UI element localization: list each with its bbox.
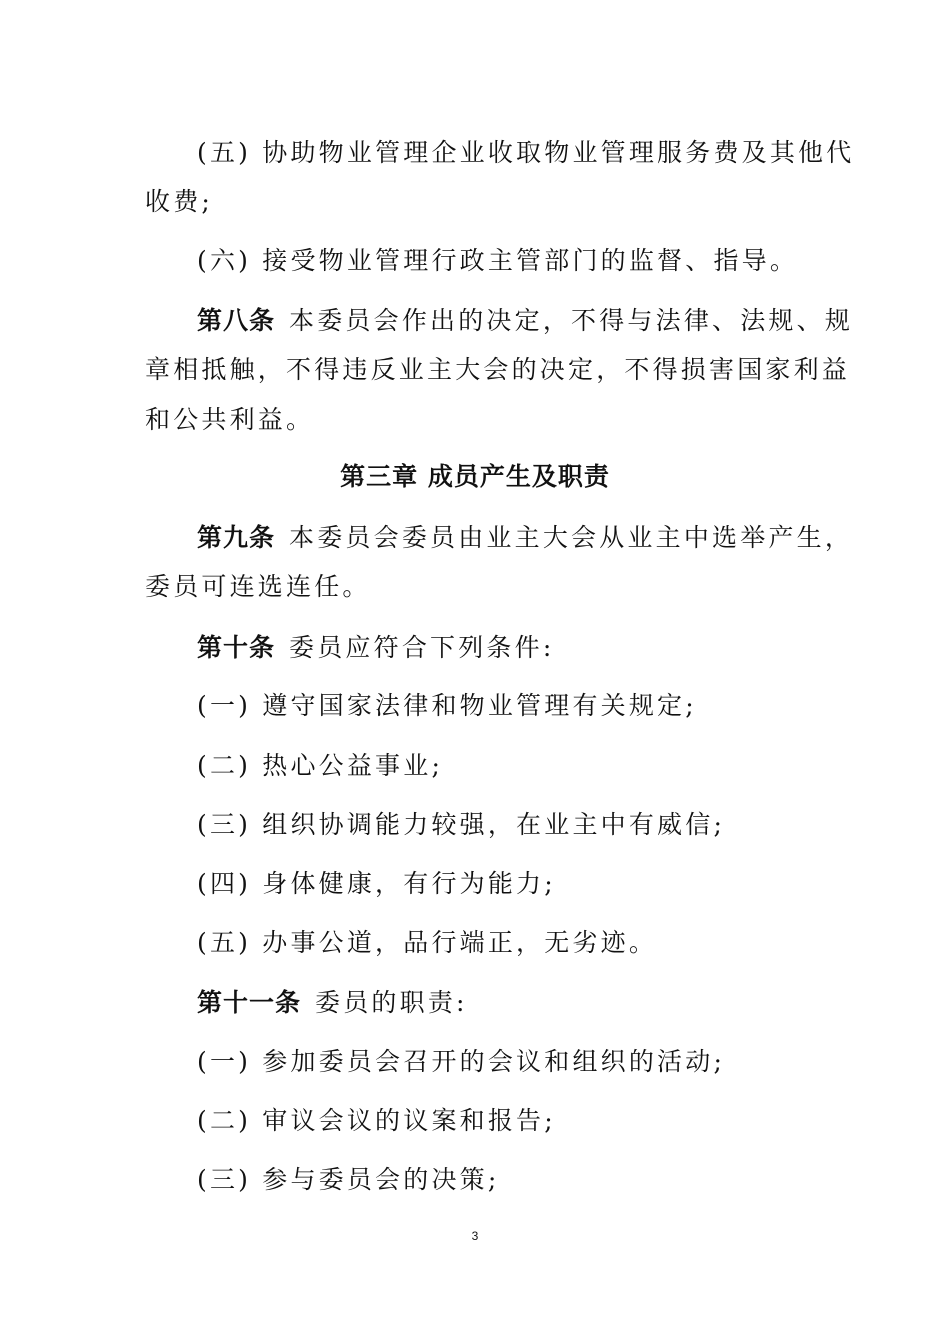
article-11-line: [197, 987, 468, 1019]
paragraph-line: (五) 协助物业管理企业收取物业管理服务费及其他代: [197, 138, 855, 167]
article-label: 第九条: [197, 523, 276, 552]
paragraph-line: 收费;: [145, 187, 214, 216]
list-item: (三) 组织协调能力较强，在业主中有威信;: [197, 810, 726, 839]
chapter-heading: 第三章 成员产生及职责: [340, 462, 610, 491]
article-9-line: [197, 522, 853, 554]
list-item: (一) 遵守国家法律和物业管理有关规定;: [197, 691, 697, 720]
article-label: 第八条: [197, 306, 276, 335]
paragraph-text: 委员应符合下列条件:: [289, 633, 555, 662]
list-item: (三) 参与委员会的决策;: [197, 1165, 500, 1194]
page-number: 3: [471, 1229, 479, 1243]
article-8-line: [197, 305, 853, 337]
list-item: (四) 身体健康，有行为能力;: [197, 869, 556, 898]
paragraph-line: 和公共利益。: [145, 405, 315, 434]
list-item: (五) 办事公道，品行端正，无劣迹。: [197, 928, 658, 957]
article-label: 第十一条: [197, 988, 302, 1017]
paragraph-line: (六) 接受物业管理行政主管部门的监督、指导。: [197, 246, 799, 275]
article-label: 第十条: [197, 633, 276, 662]
list-item: (一) 参加委员会召开的会议和组织的活动;: [197, 1047, 726, 1076]
article-10-line: [197, 632, 554, 664]
paragraph-line: 委员可连选连任。: [145, 572, 371, 601]
paragraph-line: 章相抵触，不得违反业主大会的决定，不得损害国家利益: [145, 355, 851, 384]
paragraph-text: 委员的职责:: [315, 988, 468, 1017]
list-item: (二) 热心公益事业;: [197, 751, 444, 780]
paragraph-text: 本委员会作出的决定，不得与法律、法规、规: [289, 306, 854, 335]
paragraph-text: 本委员会委员由业主大会从业主中选举产生，: [289, 523, 854, 552]
list-item: (二) 审议会议的议案和报告;: [197, 1106, 556, 1135]
